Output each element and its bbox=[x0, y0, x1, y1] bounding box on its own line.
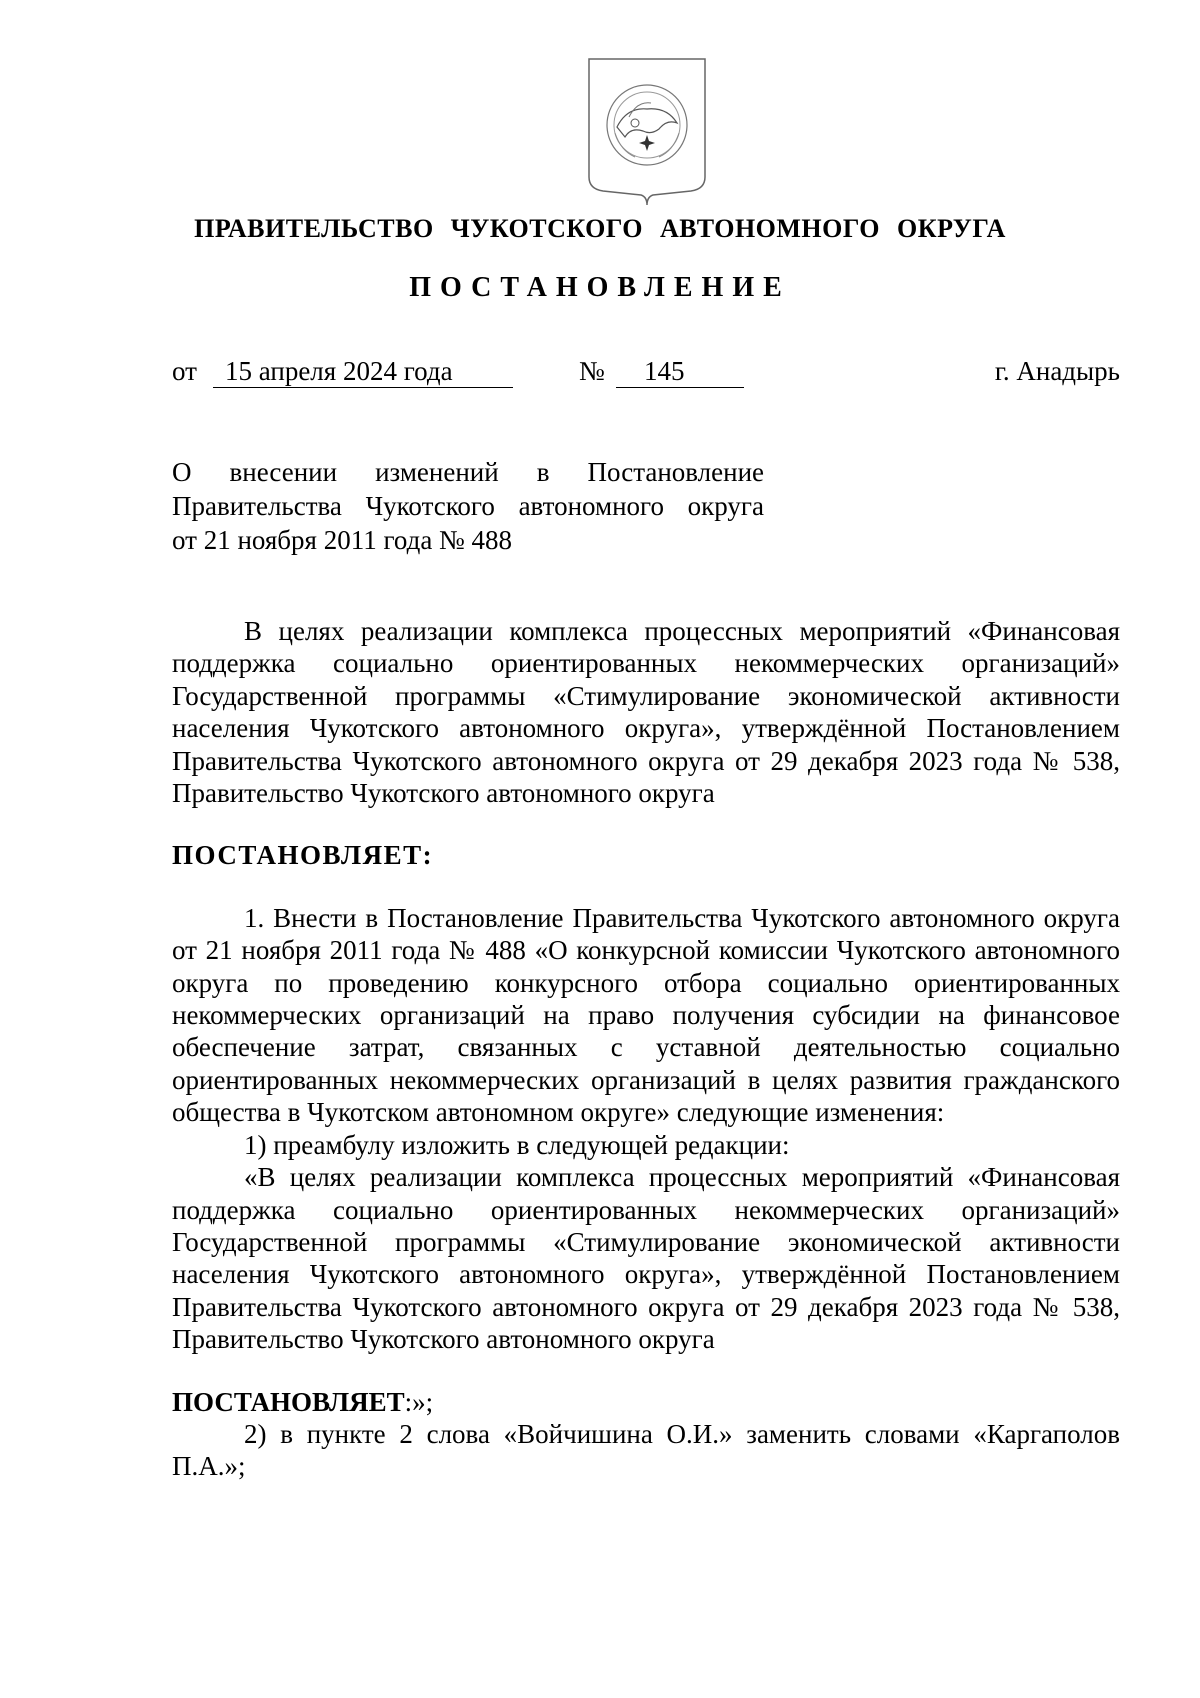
coat-of-arms-emblem bbox=[587, 57, 707, 207]
subject-line: от 21 ноября 2011 года № 488 bbox=[172, 525, 513, 555]
subitem-2-paragraph: 2) в пункте 2 слова «Войчишина О.И.» заменить словами «Каргаполов П.А.»; bbox=[172, 1418, 1120, 1482]
quoted-decree-heading bbox=[172, 1386, 1120, 1418]
subitem-1-paragraph: 1) преамбулу изложить в следующей редакции: bbox=[244, 1129, 790, 1160]
document-subject bbox=[172, 455, 764, 557]
document-date: 15 апреля 2024 года bbox=[213, 356, 513, 388]
document-number: 145 bbox=[616, 356, 744, 388]
document-body bbox=[172, 615, 1120, 1483]
quoted-decree-word: ПОСТАНОВЛЯЕТ bbox=[172, 1386, 405, 1417]
document-type-title: ПОСТАНОВЛЕНИЕ bbox=[409, 272, 791, 303]
decree-heading: ПОСТАНОВЛЯЕТ: bbox=[172, 840, 434, 871]
quoted-preamble-paragraph: «В целях реализации комплекса процессных мероприятий «Финансовая поддержка социально ориентированных некоммерческих организаций» Государственной программы «Стимулирование экономической активности населения Чукотского автономного округа», утверждённой Постановлением Правительства Чукотского автономного округа от 29 декабря 2023 года № 538, Правительство Чукотского автономного округа bbox=[172, 1162, 1120, 1355]
document-meta-line bbox=[0, 356, 1200, 396]
government-title: ПРАВИТЕЛЬСТВО ЧУКОТСКОГО АВТОНОМНОГО ОКРУГА bbox=[194, 214, 1006, 243]
number-prefix: № bbox=[579, 356, 605, 386]
date-prefix: от bbox=[172, 356, 197, 386]
subject-line: О внесении изменений в Постановление bbox=[172, 457, 764, 487]
document-city: г. Анадырь bbox=[994, 356, 1120, 386]
preamble-paragraph: В целях реализации комплекса процессных мероприятий «Финансовая поддержка социально ориентированных некоммерческих организаций» Государственной программы «Стимулирование экономической активности населения Чукотского автономного округа», утверждённой Постановлением Правительства Чукотского автономного округа от 29 декабря 2023 года № 538, Правительство Чукотского автономного округа bbox=[172, 616, 1120, 809]
item-1-paragraph: 1. Внести в Постановление Правительства Чукотского автономного округа от 21 ноября 2011 года № 488 «О конкурсной комиссии Чукотского автономного округа по проведению конкурсного отбора социально ориентированных некоммерческих организаций на право получения субсидии на финансовое обеспечение затрат, связанных с уставной деятельностью социально ориентированных некоммерческих организаций в целях развития гражданского общества в Чукотском автономном округе» следующие изменения: bbox=[172, 902, 1120, 1128]
quoted-decree-tail: :»; bbox=[404, 1386, 434, 1417]
subject-line: Правительства Чукотского автономного округа bbox=[172, 491, 764, 521]
